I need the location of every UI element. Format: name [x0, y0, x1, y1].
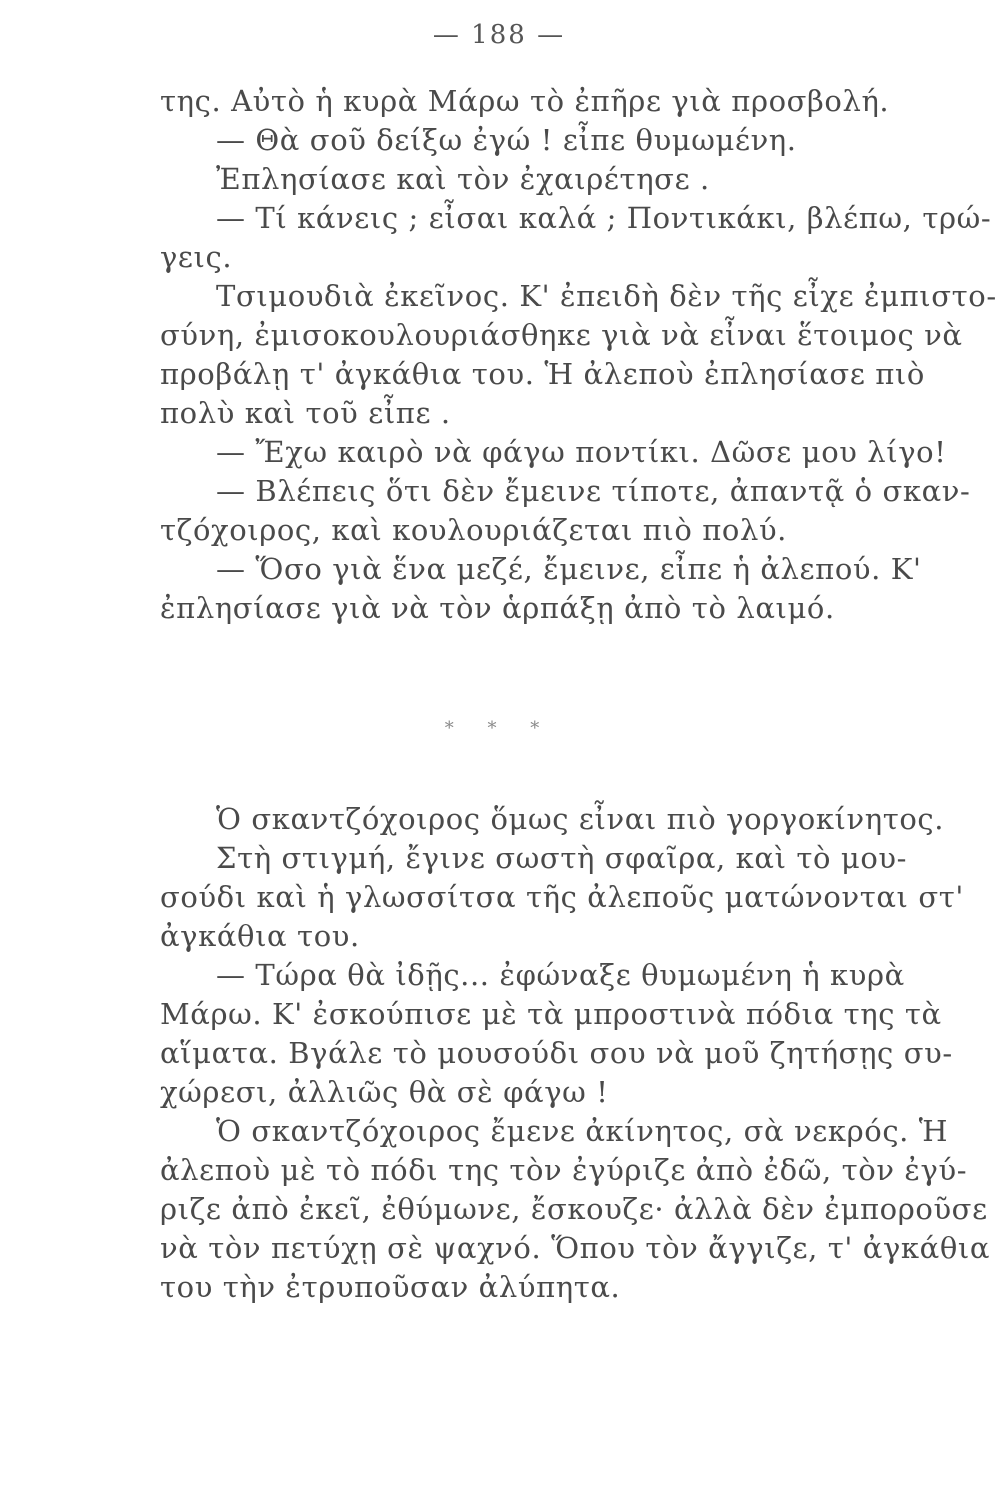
text-line: Ὁ σκαντζόχοιρος ὅμως εἶναι πιὸ γοργοκίνητος. — [216, 802, 945, 836]
text-section-2 — [160, 800, 991, 1307]
text-line: — Ὅσο γιὰ ἕνα μεζέ, ἔμεινε, εἶπε ἡ ἀλεπού. Κ' — [216, 552, 922, 586]
text-line: ἀγκάθια του. — [160, 919, 360, 953]
text-line: — Ἔχω καιρὸ νὰ φάγω ποντίκι. Δῶσε μου λίγο! — [216, 435, 947, 469]
text-line: πολὺ καὶ τοῦ εἶπε . — [160, 396, 451, 430]
text-line: — Τώρα θὰ ἰδῇς... ἐφώναξε θυμωμένη ἡ κυρὰ — [216, 958, 905, 992]
text-line: αἵματα. Βγάλε τὸ μουσούδι σου νὰ μοῦ ζητήσῃς συ- — [160, 1036, 953, 1070]
text-line: Ὁ σκαντζόχοιρος ἔμενε ἀκίνητος, σὰ νεκρός. Ἡ — [216, 1114, 949, 1148]
text-line: — Τί κάνεις ; εἶσαι καλά ; Ποντικάκι, βλέπω, τρώ- — [216, 201, 992, 235]
section-separator: * * * — [444, 718, 554, 739]
text-line: ριζε ἀπὸ ἐκεῖ, ἐθύμωνε, ἔσκουζε· ἀλλὰ δὲν ἐμποροῦσε — [160, 1192, 988, 1226]
text-line: γεις. — [160, 240, 233, 274]
text-line: ἀλεποὺ μὲ τὸ πόδι της τὸν ἐγύριζε ἀπὸ ἐδῶ, τὸν ἐγύ- — [160, 1153, 968, 1187]
text-line: — Θὰ σοῦ δείξω ἐγώ ! εἶπε θυμωμένη. — [216, 123, 797, 157]
text-line: — Βλέπεις ὅτι δὲν ἔμεινε τίποτε, ἀπαντᾷ ὁ σκαν- — [216, 474, 971, 508]
text-line: ἐπλησίασε γιὰ νὰ τὸν ἁρπάξῃ ἀπὸ τὸ λαιμό. — [160, 591, 835, 625]
text-line: τζόχοιρος, καὶ κουλουριάζεται πιὸ πολύ. — [160, 513, 788, 547]
text-line: χώρεσι, ἀλλιῶς θὰ σὲ φάγω ! — [160, 1075, 609, 1109]
text-line: της. Αὐτὸ ἡ κυρὰ Μάρω τὸ ἐπῆρε γιὰ προσβολή. — [160, 84, 890, 118]
page-number: — 188 — — [432, 20, 566, 50]
text-line: σύνη, ἐμισοκουλουριάσθηκε γιὰ νὰ εἶναι ἕτοιμος νὰ — [160, 318, 963, 352]
text-section-1 — [160, 82, 997, 628]
text-line: Τσιμουδιὰ ἐκεῖνος. Κ' ἐπειδὴ δὲν τῆς εἶχε ἐμπιστο- — [216, 279, 997, 313]
text-line: του τὴν ἐτρυποῦσαν ἀλύπητα. — [160, 1270, 621, 1304]
text-line: Μάρω. Κ' ἐσκούπισε μὲ τὰ μπροστινὰ πόδια της τὰ — [160, 997, 942, 1031]
text-line: προβάλῃ τ' ἀγκάθια του. Ἡ ἀλεποὺ ἐπλησίασε πιὸ — [160, 357, 925, 391]
text-line: νὰ τὸν πετύχῃ σὲ ψαχνό. Ὅπου τὸν ἄγγιζε, τ' ἀγκάθια — [160, 1231, 991, 1265]
text-line: Ἐπλησίασε καὶ τὸν ἐχαιρέτησε . — [216, 162, 710, 196]
text-line: Στὴ στιγμή, ἔγινε σωστὴ σφαῖρα, καὶ τὸ μου- — [216, 841, 908, 875]
text-line: σούδι καὶ ἡ γλωσσίτσα τῆς ἀλεποῦς ματώνονται στ' — [160, 880, 964, 914]
